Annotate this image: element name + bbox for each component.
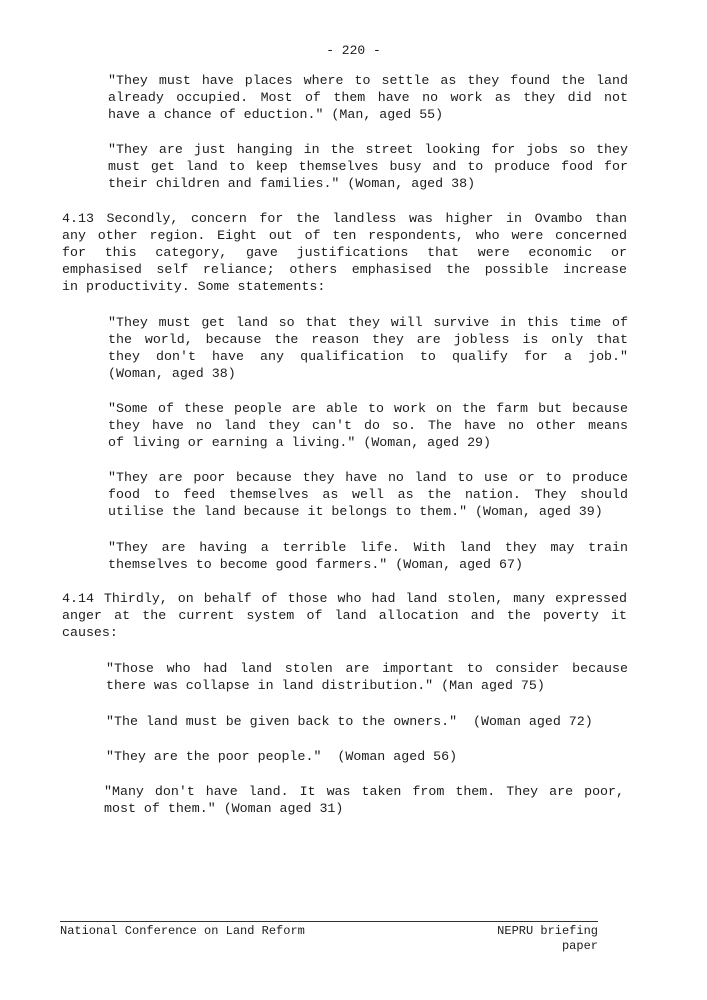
text-line: they have no land they can't do so. The have no other means xyxy=(108,418,628,433)
text-line: for this category, gave justifications that were economic or xyxy=(62,245,627,260)
text-line: any other region. Eight out of ten respondents, who were concerned xyxy=(62,228,627,243)
text-line: 4.14 Thirdly, on behalf of those who had land stolen, many expressed xyxy=(62,591,627,606)
text-line: must get land to keep themselves busy and to produce food for xyxy=(108,159,628,174)
quote-block xyxy=(108,400,628,451)
text-line: "They are the poor people." (Woman aged 56) xyxy=(106,749,458,764)
quote-block xyxy=(108,314,628,382)
quote-block xyxy=(108,469,628,520)
text-line: they don't have any qualification to qualify for a job." xyxy=(108,349,628,364)
text-line: causes: xyxy=(62,625,118,640)
text-line: the world, because the reason they are jobless is only that xyxy=(108,332,628,347)
text-line: "They are poor because they have no land to use or to produce xyxy=(108,470,628,485)
paragraph-4-13 xyxy=(62,210,627,295)
quote-block xyxy=(108,539,628,573)
text-line: emphasised self reliance; others emphasised the possible increase xyxy=(62,262,627,277)
quote-block xyxy=(106,748,628,765)
text-line: "They are having a terrible life. With land they may train xyxy=(108,540,628,555)
page-number: - 220 - xyxy=(326,43,381,58)
text-line: have a chance of eduction." (Man, aged 55) xyxy=(108,107,444,122)
text-line: already occupied. Most of them have no work as they did not xyxy=(108,90,628,105)
text-line: their children and families." (Woman, aged 38) xyxy=(108,176,476,191)
quote-block xyxy=(106,660,628,694)
text-line: (Woman, aged 38) xyxy=(108,366,236,381)
footer-series-title: NEPRU briefing paper xyxy=(497,924,598,953)
text-line: utilise the land because it belongs to them." (Woman, aged 39) xyxy=(108,504,603,519)
text-line: food to feed themselves as well as the nation. They should xyxy=(108,487,628,502)
text-line: there was collapse in land distribution." (Man aged 75) xyxy=(106,678,545,693)
text-line: themselves to become good farmers." (Woman, aged 67) xyxy=(108,557,523,572)
quote-block xyxy=(104,783,624,817)
footer-divider xyxy=(60,921,598,922)
text-line: "They must have places where to settle as they found the land xyxy=(108,73,628,88)
quote-block xyxy=(108,141,628,192)
text-line: anger at the current system of land allocation and the poverty it xyxy=(62,608,627,623)
paragraph-4-14 xyxy=(62,590,627,641)
text-line: "Those who had land stolen are important to consider because xyxy=(106,661,628,676)
quote-block xyxy=(106,713,628,730)
quote-block xyxy=(108,72,628,123)
text-line: most of them." (Woman aged 31) xyxy=(104,801,344,816)
text-line: "The land must be given back to the owners." (Woman aged 72) xyxy=(106,714,593,729)
text-line: "They are just hanging in the street looking for jobs so they xyxy=(108,142,628,157)
text-line: "They must get land so that they will survive in this time of xyxy=(108,315,628,330)
text-line: "Many don't have land. It was taken from them. They are poor, xyxy=(104,784,624,799)
text-line: in productivity. Some statements: xyxy=(62,279,326,294)
text-line: 4.13 Secondly, concern for the landless was higher in Ovambo than xyxy=(62,211,627,226)
text-line: "Some of these people are able to work on the farm but because xyxy=(108,401,628,416)
text-line: of living or earning a living." (Woman, aged 29) xyxy=(108,435,492,450)
footer-conference-title: National Conference on Land Reform xyxy=(60,924,305,938)
